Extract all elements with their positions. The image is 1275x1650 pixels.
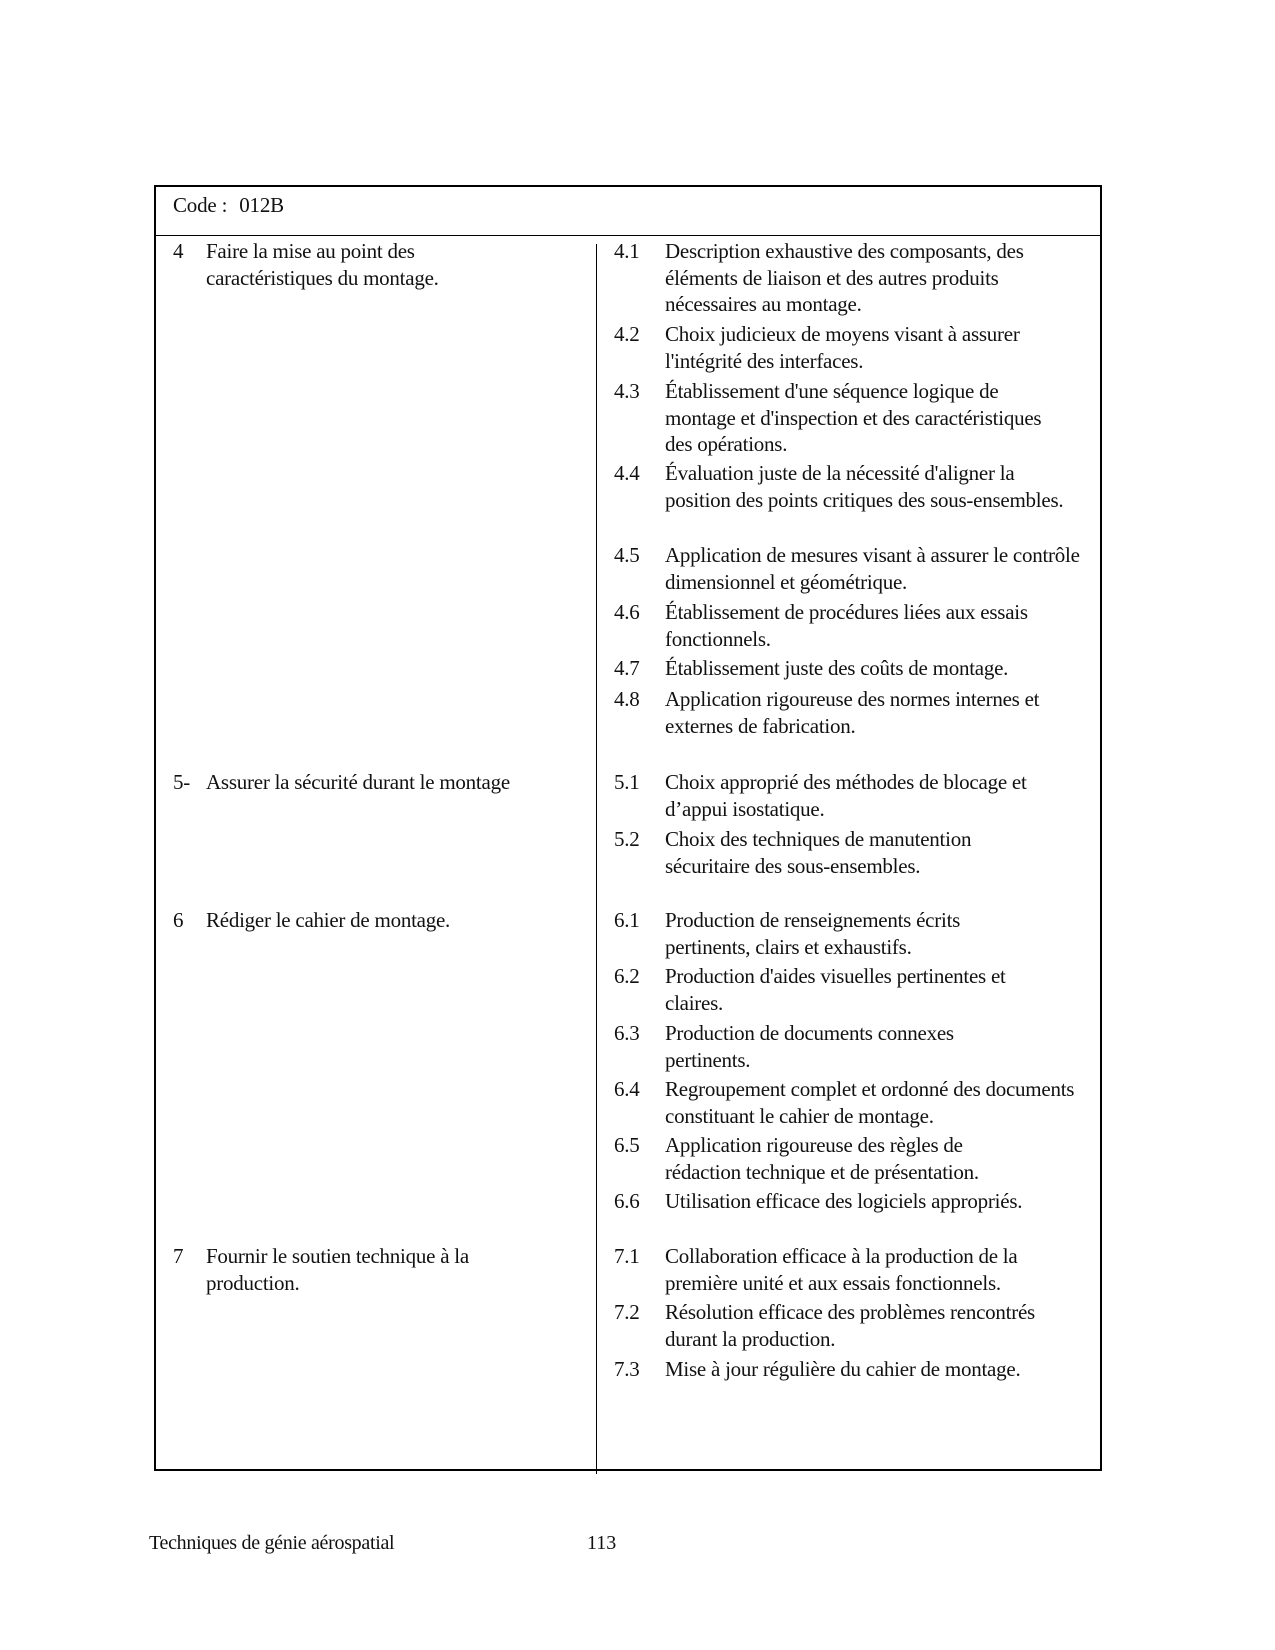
criterion-number: 4.7 bbox=[614, 656, 640, 680]
criterion-item bbox=[614, 769, 1085, 822]
criterion-number: 4.8 bbox=[614, 687, 640, 711]
code-label: Code : bbox=[173, 193, 228, 217]
footer-document-title: Techniques de génie aérospatial bbox=[149, 1532, 395, 1554]
criterion-item bbox=[614, 1299, 1085, 1352]
task-number: 7 bbox=[173, 1244, 184, 1268]
criterion-number: 7.3 bbox=[614, 1357, 640, 1381]
criterion-number: 6.1 bbox=[614, 908, 640, 932]
criterion-item bbox=[614, 321, 1085, 374]
task-item bbox=[173, 238, 536, 291]
task-number: 6 bbox=[173, 908, 184, 932]
criterion-number: 7.1 bbox=[614, 1244, 640, 1268]
criterion-text: Application rigoureuse des règles de rédaction technique et de présentation. bbox=[665, 1133, 979, 1184]
criterion-number: 4.5 bbox=[614, 543, 640, 567]
criterion-number: 4.2 bbox=[614, 322, 640, 346]
criterion-number: 4.1 bbox=[614, 239, 640, 263]
criterion-text: Résolution efficace des problèmes rencontrés durant la production. bbox=[665, 1300, 1035, 1351]
criterion-item bbox=[614, 1020, 1025, 1073]
criterion-item bbox=[614, 907, 1025, 960]
criterion-text: Établissement de procédures liées aux essais fonctionnels. bbox=[665, 600, 1028, 651]
header-divider bbox=[156, 235, 1100, 236]
criterion-number: 6.5 bbox=[614, 1133, 640, 1157]
criterion-text: Production de renseignements écrits pertinents, clairs et exhaustifs. bbox=[665, 908, 961, 959]
criterion-item bbox=[614, 1188, 1085, 1215]
criterion-number: 6.4 bbox=[614, 1077, 640, 1101]
criterion-text: Production de documents connexes pertinents. bbox=[665, 1021, 954, 1072]
criterion-item bbox=[614, 686, 1085, 739]
criterion-text: Choix des techniques de manutention sécuritaire des sous-ensembles. bbox=[665, 827, 972, 878]
criterion-number: 5.1 bbox=[614, 770, 640, 794]
task-text: Rédiger le cahier de montage. bbox=[206, 908, 451, 932]
criterion-text: Établissement d'une séquence logique de montage et d'inspection et des caractéristiques des opérations. bbox=[665, 379, 1042, 456]
criterion-text: Application rigoureuse des normes internes et externes de fabrication. bbox=[665, 687, 1040, 738]
task-item bbox=[173, 1243, 516, 1296]
criterion-item bbox=[614, 1076, 1075, 1129]
footer-page-number: 113 bbox=[587, 1532, 617, 1554]
criterion-text: Application de mesures visant à assurer le contrôle dimensionnel et géométrique. bbox=[665, 543, 1080, 594]
criterion-item bbox=[614, 963, 1065, 1016]
criterion-text: Production d'aides visuelles pertinentes et claires. bbox=[665, 964, 1006, 1015]
code-value: 012B bbox=[239, 193, 284, 217]
criterion-number: 4.3 bbox=[614, 379, 640, 403]
criterion-number: 6.3 bbox=[614, 1021, 640, 1045]
criterion-text: Choix approprié des méthodes de blocage et d’appui isostatique. bbox=[665, 770, 1027, 821]
criterion-number: 7.2 bbox=[614, 1300, 640, 1324]
criterion-number: 4.4 bbox=[614, 461, 640, 485]
criterion-text: Utilisation efficace des logiciels appropriés. bbox=[665, 1189, 1023, 1213]
criterion-number: 4.6 bbox=[614, 600, 640, 624]
criterion-number: 6.2 bbox=[614, 964, 640, 988]
criterion-text: Description exhaustive des composants, des éléments de liaison et des autres produits nécessaires au montage. bbox=[665, 239, 1024, 316]
column-divider bbox=[596, 244, 597, 1474]
criterion-text: Établissement juste des coûts de montage. bbox=[665, 656, 1009, 680]
criterion-item bbox=[614, 238, 1085, 318]
task-text: Fournir le soutien technique à la production. bbox=[206, 1244, 469, 1295]
criterion-text: Collaboration efficace à la production de la première unité et aux essais fonctionnels. bbox=[665, 1244, 1018, 1295]
criterion-item bbox=[614, 542, 1085, 595]
task-text: Assurer la sécurité durant le montage bbox=[206, 770, 510, 794]
criterion-item bbox=[614, 460, 1065, 513]
criterion-item bbox=[614, 378, 1065, 458]
task-item bbox=[173, 907, 596, 934]
competency-table bbox=[154, 185, 1102, 1471]
criterion-text: Regroupement complet et ordonné des documents constituant le cahier de montage. bbox=[665, 1077, 1075, 1128]
task-item bbox=[173, 769, 596, 796]
criterion-text: Mise à jour régulière du cahier de montage. bbox=[665, 1357, 1021, 1381]
criterion-item bbox=[614, 1356, 1085, 1383]
criterion-item bbox=[614, 1132, 1035, 1185]
criterion-number: 6.6 bbox=[614, 1189, 640, 1213]
criterion-text: Choix judicieux de moyens visant à assurer l'intégrité des interfaces. bbox=[665, 322, 1020, 373]
criterion-number: 5.2 bbox=[614, 827, 640, 851]
criterion-text: Évaluation juste de la nécessité d'aligner la position des points critiques des sous-ensembles. bbox=[665, 461, 1064, 512]
criterion-item bbox=[614, 826, 1045, 879]
criterion-item bbox=[614, 655, 1085, 682]
code-header bbox=[173, 192, 284, 218]
criterion-item bbox=[614, 599, 1085, 652]
task-text: Faire la mise au point des caractéristiques du montage. bbox=[206, 239, 439, 290]
task-number: 5- bbox=[173, 770, 190, 794]
task-number: 4 bbox=[173, 239, 184, 263]
criterion-item bbox=[614, 1243, 1065, 1296]
